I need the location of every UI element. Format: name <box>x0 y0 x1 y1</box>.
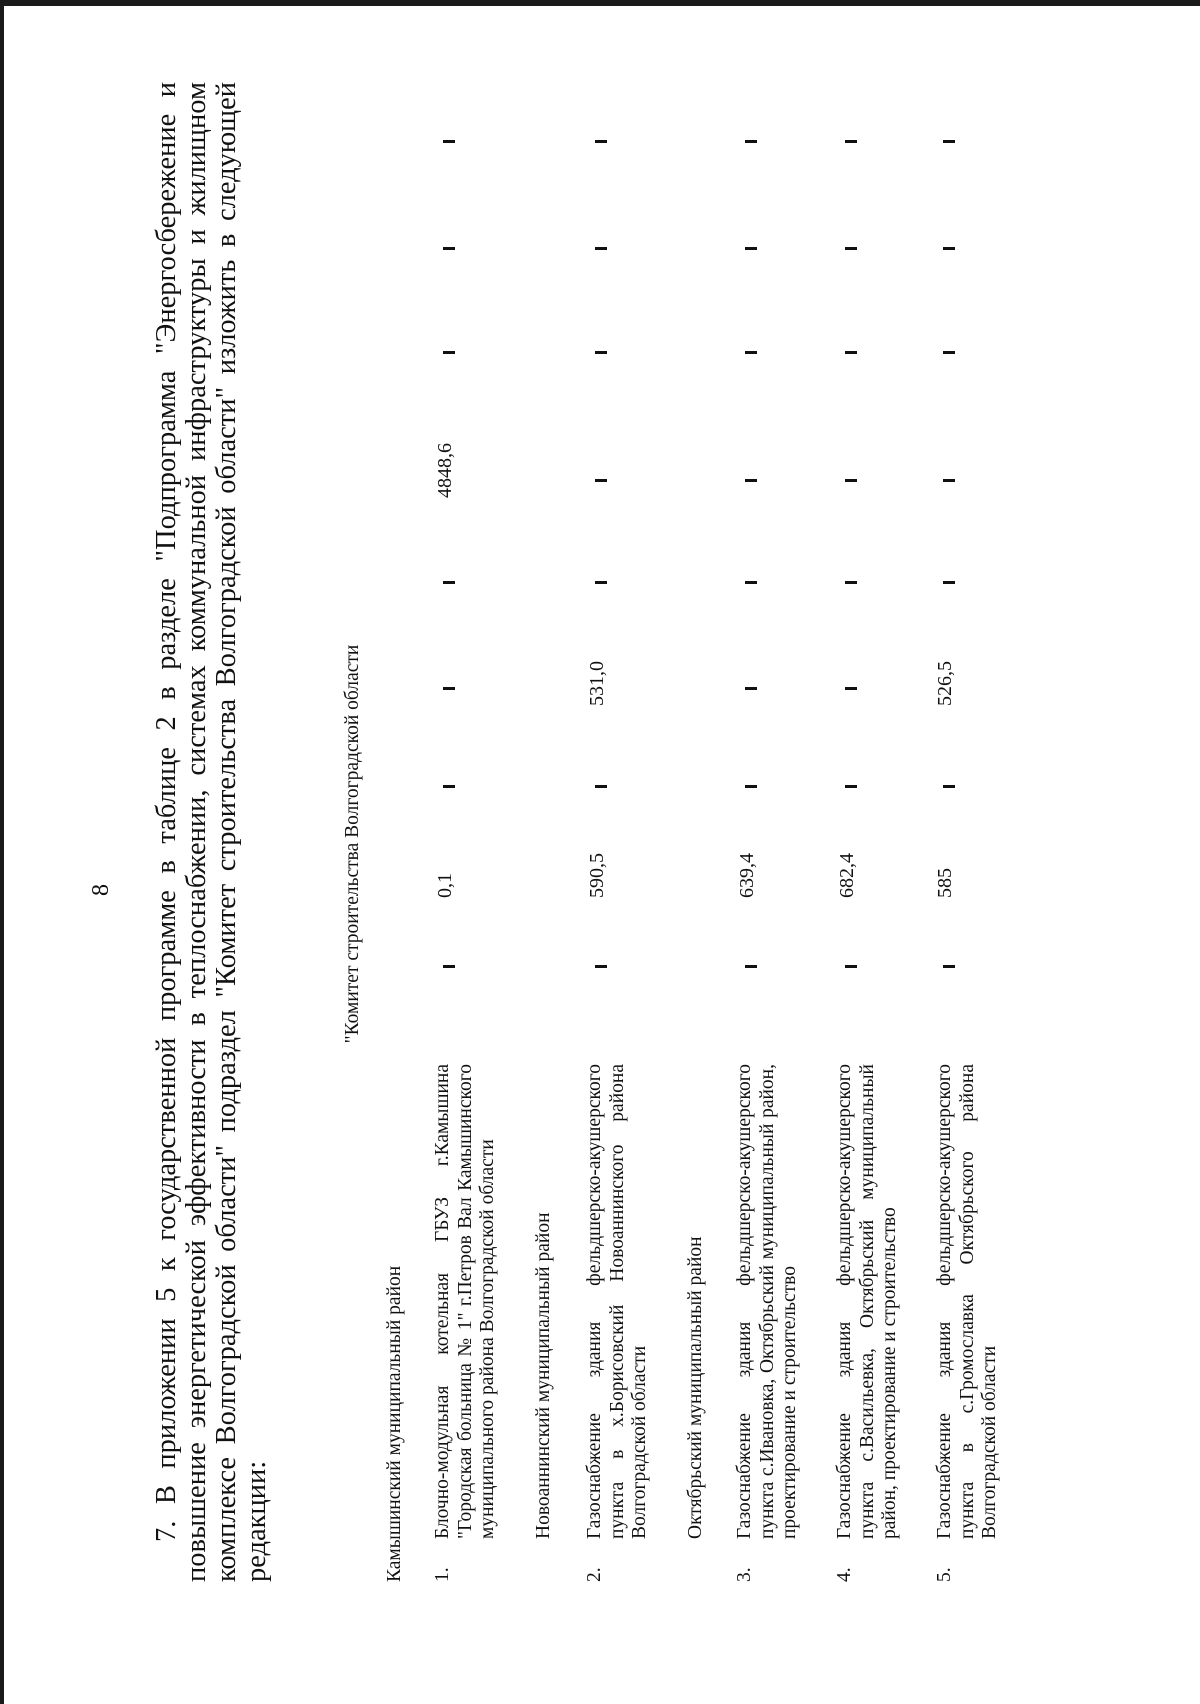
row-description: Газоснабжение здания фельдшерско-акушерского пункта с.Васильевка, Октябрьский муниципальный район, проектирование и строительство <box>834 1064 900 1539</box>
empty-value-dash <box>845 965 857 968</box>
value-cell: 585 <box>934 868 956 898</box>
empty-value-dash <box>845 351 857 354</box>
empty-value-dash <box>443 351 455 354</box>
row-number: 2. <box>584 1567 605 1582</box>
empty-value-dash <box>745 687 757 690</box>
intro-text: 7. В приложении 5 к государственной программе в таблице 2 в разделе "Подпрограмма "Энергосбережение и повышение энергетической эффективности в теплоснабжении, системах коммунальной инфраструктуры и жилищном комплексе Волгоградской области" подраздел "Комитет строительства Волгоградской области" изложить в следующей редакции: <box>151 82 272 1582</box>
empty-value-dash <box>595 581 607 584</box>
empty-value-dash <box>443 965 455 968</box>
value-cell: 590,5 <box>586 853 608 898</box>
empty-value-dash <box>943 479 955 482</box>
page-number: 8 <box>88 884 114 896</box>
empty-value-dash <box>745 140 757 143</box>
row-number: 5. <box>934 1567 955 1582</box>
empty-value-dash <box>595 965 607 968</box>
empty-value-dash <box>943 581 955 584</box>
district-heading: Октябрьский муниципальный район <box>685 1236 706 1539</box>
row-number: 1. <box>432 1567 453 1582</box>
empty-value-dash <box>845 247 857 250</box>
row-number: 4. <box>834 1567 855 1582</box>
empty-value-dash <box>443 581 455 584</box>
empty-value-dash <box>943 965 955 968</box>
value-cell: 531,0 <box>586 661 608 706</box>
empty-value-dash <box>595 247 607 250</box>
value-cell: 526,5 <box>934 661 956 706</box>
empty-value-dash <box>845 581 857 584</box>
empty-value-dash <box>845 479 857 482</box>
empty-value-dash <box>943 247 955 250</box>
section-title: "Комитет строительства Волгоградской области <box>342 644 363 1044</box>
empty-value-dash <box>845 785 857 788</box>
empty-value-dash <box>443 247 455 250</box>
value-cell: 4848,6 <box>434 443 456 498</box>
district-heading: Новоаннинский муниципальный район <box>533 1212 554 1539</box>
row-description: Газоснабжение здания фельдшерско-акушерского пункта с.Ивановка, Октябрьский муниципальный район, проектирование и строительство <box>734 1064 800 1539</box>
empty-value-dash <box>595 479 607 482</box>
value-cell: 682,4 <box>836 853 858 898</box>
empty-value-dash <box>595 140 607 143</box>
empty-value-dash <box>943 351 955 354</box>
intro-paragraph <box>152 82 272 1582</box>
empty-value-dash <box>745 581 757 584</box>
row-number: 3. <box>734 1567 755 1582</box>
empty-value-dash <box>595 351 607 354</box>
empty-value-dash <box>745 247 757 250</box>
empty-value-dash <box>443 140 455 143</box>
empty-value-dash <box>745 785 757 788</box>
empty-value-dash <box>443 687 455 690</box>
empty-value-dash <box>745 351 757 354</box>
row-description: Блочно-модульная котельная ГБУЗ г.Камышина "Городская больница № 1" г.Петров Вал Камышинского муниципального района Волгоградской области <box>432 1064 498 1539</box>
value-cell: 639,4 <box>736 853 758 898</box>
empty-value-dash <box>745 479 757 482</box>
value-cell: 0,1 <box>434 873 456 898</box>
empty-value-dash <box>845 140 857 143</box>
row-description: Газоснабжение здания фельдшерско-акушерского пункта в х.Борисовский Новоаннинского района Волгоградской области <box>584 1064 650 1539</box>
empty-value-dash <box>745 965 757 968</box>
empty-value-dash <box>943 140 955 143</box>
empty-value-dash <box>845 687 857 690</box>
empty-value-dash <box>443 785 455 788</box>
row-description: Газоснабжение здания фельдшерско-акушерского пункта в с.Громославка Октябрьского района Волгоградской области <box>934 1064 1000 1539</box>
empty-value-dash <box>943 785 955 788</box>
district-heading: Камышинский муниципальный район <box>384 1265 405 1582</box>
empty-value-dash <box>595 785 607 788</box>
